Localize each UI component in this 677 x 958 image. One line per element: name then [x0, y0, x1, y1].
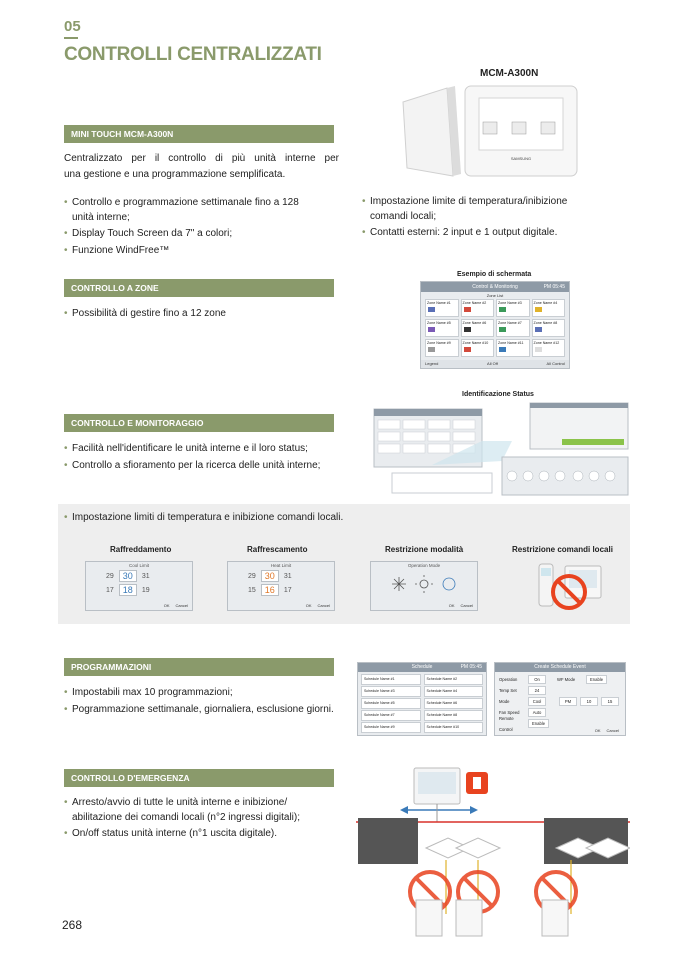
local-control-restriction-picture	[535, 558, 610, 614]
auto-mode-icon	[443, 578, 455, 590]
cool-mode-icon	[392, 577, 406, 591]
mode-icons	[371, 569, 477, 599]
list-item: • Facilità nell'identificare le unità interne e il loro status;	[64, 442, 354, 457]
chapter-number: 05	[64, 18, 81, 35]
schedule-screen-title: Schedule	[411, 664, 433, 670]
mini-touch-bullets-right	[362, 195, 602, 243]
schedule-item[interactable]: Schedule Name #6	[424, 698, 484, 709]
zone-caption: Esempio di schermata	[457, 271, 532, 278]
event-label: Temp Set	[499, 688, 517, 693]
mode-ok-button[interactable]: OK	[448, 603, 455, 608]
schedule-item[interactable]: Schedule Name #1	[361, 674, 421, 685]
schedule-screen-time: PM 05:45	[460, 664, 482, 670]
limits-bullets	[64, 511, 564, 528]
zone-footer-legend[interactable]: Legend	[425, 361, 439, 366]
heat-mode-icon	[420, 580, 428, 588]
limits-col-cooling: Raffreddamento	[110, 545, 172, 554]
list-item: • Pogrammazione settimanale, giornaliera, esclusione giorni.	[64, 703, 354, 718]
zone-cell[interactable]: Zone Name #2	[461, 299, 495, 317]
cool-limit-screen	[85, 561, 193, 611]
schedule-item[interactable]: Schedule Name #3	[361, 686, 421, 697]
schedule-item[interactable]: Schedule Name #2	[424, 674, 484, 685]
monitoring-bullets	[64, 442, 354, 475]
schedule-item[interactable]: Schedule Name #7	[361, 710, 421, 721]
list-item: • Controllo e programmazione settimanale fino a 128 unità interne;	[64, 196, 304, 225]
heat-ok-button[interactable]: OK	[305, 603, 312, 608]
mode-restriction-title: Operation Mode	[407, 563, 441, 568]
list-item: • Possibilità di gestire fino a 12 zone	[64, 307, 334, 322]
mini-touch-bullets-left	[64, 196, 304, 260]
schedule-item[interactable]: Schedule Name #9	[361, 722, 421, 733]
emergency-diagram	[356, 764, 630, 940]
cool-max1: 31	[141, 572, 150, 580]
heat-min2: 15	[248, 586, 256, 594]
zone-cell[interactable]: Zone Name #1	[425, 299, 459, 317]
event-mode-label: WF Mode	[557, 677, 576, 682]
list-item: • Arresto/avvio di tutte le unità interne e inibizione/ abilitazione dei comandi locali (n°2 ingressi digitali);	[64, 796, 334, 825]
event-value[interactable]: 24	[528, 686, 546, 695]
event-label: Operation	[499, 677, 518, 682]
heat-cancel-button[interactable]: Cancel	[317, 603, 330, 608]
section-header-monitoring: CONTROLLO E MONITORAGGIO	[64, 414, 334, 432]
zone-cell[interactable]: Zone Name #3	[496, 299, 530, 317]
cool-set2[interactable]: 18	[119, 584, 137, 596]
cool-limit-title: Cool Limit	[128, 563, 149, 568]
zone-screen-time: PM 05:45	[543, 284, 565, 290]
list-item: • Funzione WindFree™	[64, 244, 304, 259]
list-item: • Controllo a sfioramento per la ricerca delle unità interne;	[64, 459, 354, 474]
event-value[interactable]: Enable	[528, 719, 549, 728]
monitoring-screens	[372, 401, 632, 497]
zone-cell[interactable]: Zone Name #6	[461, 319, 495, 337]
heat-max1: 31	[283, 572, 292, 580]
cool-min2: 17	[106, 586, 114, 594]
zone-cell[interactable]: Zone Name #5	[425, 319, 459, 337]
cool-max2: 19	[141, 586, 150, 594]
schedule-item[interactable]: Schedule Name #8	[424, 710, 484, 721]
zone-bullets	[64, 307, 334, 324]
zone-cell[interactable]: Zone Name #4	[532, 299, 566, 317]
event-value[interactable]: Cool	[528, 697, 546, 706]
zone-footer-all-control[interactable]: All Control	[546, 361, 565, 366]
cool-ok-button[interactable]: OK	[163, 603, 170, 608]
limits-col-mode-restriction: Restrizione modalità	[385, 545, 464, 554]
zone-cell[interactable]: Zone Name #8	[532, 319, 566, 337]
list-item: • Impostabili max 10 programmazioni;	[64, 686, 354, 701]
list-item: • Impostazione limite di temperatura/inibizione comandi locali;	[362, 195, 602, 224]
product-model-label: MCM-A300N	[480, 68, 539, 79]
event-cancel-button[interactable]: Cancel	[606, 728, 619, 733]
heat-limit-title: Heat Limit	[270, 563, 292, 568]
chapter-rule	[64, 37, 78, 39]
event-ok-button[interactable]: OK	[594, 728, 601, 733]
event-hour[interactable]: 10	[580, 697, 598, 706]
heat-min1: 29	[248, 572, 256, 580]
mini-touch-intro-line2: una gestione e una programmazione semplificata.	[64, 169, 286, 180]
event-value[interactable]: On	[528, 675, 546, 684]
section-header-mini-touch: MINI TOUCH MCM-A300N	[64, 125, 334, 143]
zone-screen-title: Control & Monitoring	[472, 284, 518, 290]
list-item: • Display Touch Screen da 7" a colori;	[64, 227, 304, 242]
zone-grid	[421, 299, 569, 357]
create-event-screen	[494, 662, 626, 736]
event-ampm[interactable]: PM	[559, 697, 577, 706]
emergency-bullets	[64, 796, 334, 844]
list-item: • Impostazione limiti di temperatura e inibizione comandi locali.	[64, 511, 564, 526]
zone-cell[interactable]: Zone Name #9	[425, 339, 459, 357]
mini-touch-intro-line1: Centralizzato per il controllo di più unità interne per	[64, 153, 339, 164]
heat-limit-screen	[227, 561, 335, 611]
chapter-title: CONTROLLI CENTRALIZZATI	[64, 44, 322, 65]
zone-screen	[420, 281, 570, 369]
limits-col-local-restriction: Restrizione comandi locali	[512, 545, 613, 554]
event-label: Mode	[499, 699, 510, 704]
list-item: • On/off status unità interne (n°1 uscita digitale).	[64, 827, 334, 842]
section-header-programming: PROGRAMMAZIONI	[64, 658, 334, 676]
product-brand-text: SAMSUNG	[510, 156, 532, 161]
cool-min1: 29	[106, 572, 114, 580]
zone-cell[interactable]: Zone Name #7	[496, 319, 530, 337]
event-value[interactable]: Auto	[528, 708, 546, 717]
outdoor-units-icon	[358, 818, 628, 864]
mode-restriction-screen	[370, 561, 478, 611]
monitoring-caption: Identificazione Status	[462, 391, 534, 398]
schedule-item[interactable]: Schedule Name #4	[424, 686, 484, 697]
product-photo	[395, 82, 590, 182]
schedule-item[interactable]: Schedule Name #5	[361, 698, 421, 709]
page-number: 268	[62, 918, 83, 932]
cool-set1[interactable]: 30	[119, 570, 137, 582]
event-mode-value[interactable]: Enable	[586, 675, 607, 684]
mode-cancel-button[interactable]: Cancel	[460, 603, 473, 608]
zone-footer-all-off[interactable]: All Off	[487, 361, 498, 366]
heat-set2[interactable]: 16	[261, 584, 279, 596]
cool-cancel-button[interactable]: Cancel	[175, 603, 188, 608]
section-header-emergency: CONTROLLO D'EMERGENZA	[64, 769, 334, 787]
event-minute[interactable]: 15	[601, 697, 619, 706]
event-label: Remote Control	[499, 715, 514, 732]
zone-cell[interactable]: Zone Name #11	[496, 339, 530, 357]
schedule-screen	[357, 662, 487, 736]
zone-screen-subtitle: Zone List	[486, 293, 504, 298]
section-header-zone: CONTROLLO A ZONE	[64, 279, 334, 297]
zone-cell[interactable]: Zone Name #10	[461, 339, 495, 357]
zone-cell[interactable]: Zone Name #12	[532, 339, 566, 357]
heat-max2: 17	[283, 586, 292, 594]
schedule-item[interactable]: Schedule Name #10	[424, 722, 484, 733]
list-item: • Contatti esterni: 2 input e 1 output digitale.	[362, 226, 602, 241]
event-label: Fan Speed	[499, 710, 520, 715]
limits-col-refreshing: Raffrescamento	[247, 545, 308, 554]
create-event-title: Create Schedule Event	[495, 663, 625, 672]
programming-bullets	[64, 686, 354, 719]
heat-set1[interactable]: 30	[261, 570, 279, 582]
